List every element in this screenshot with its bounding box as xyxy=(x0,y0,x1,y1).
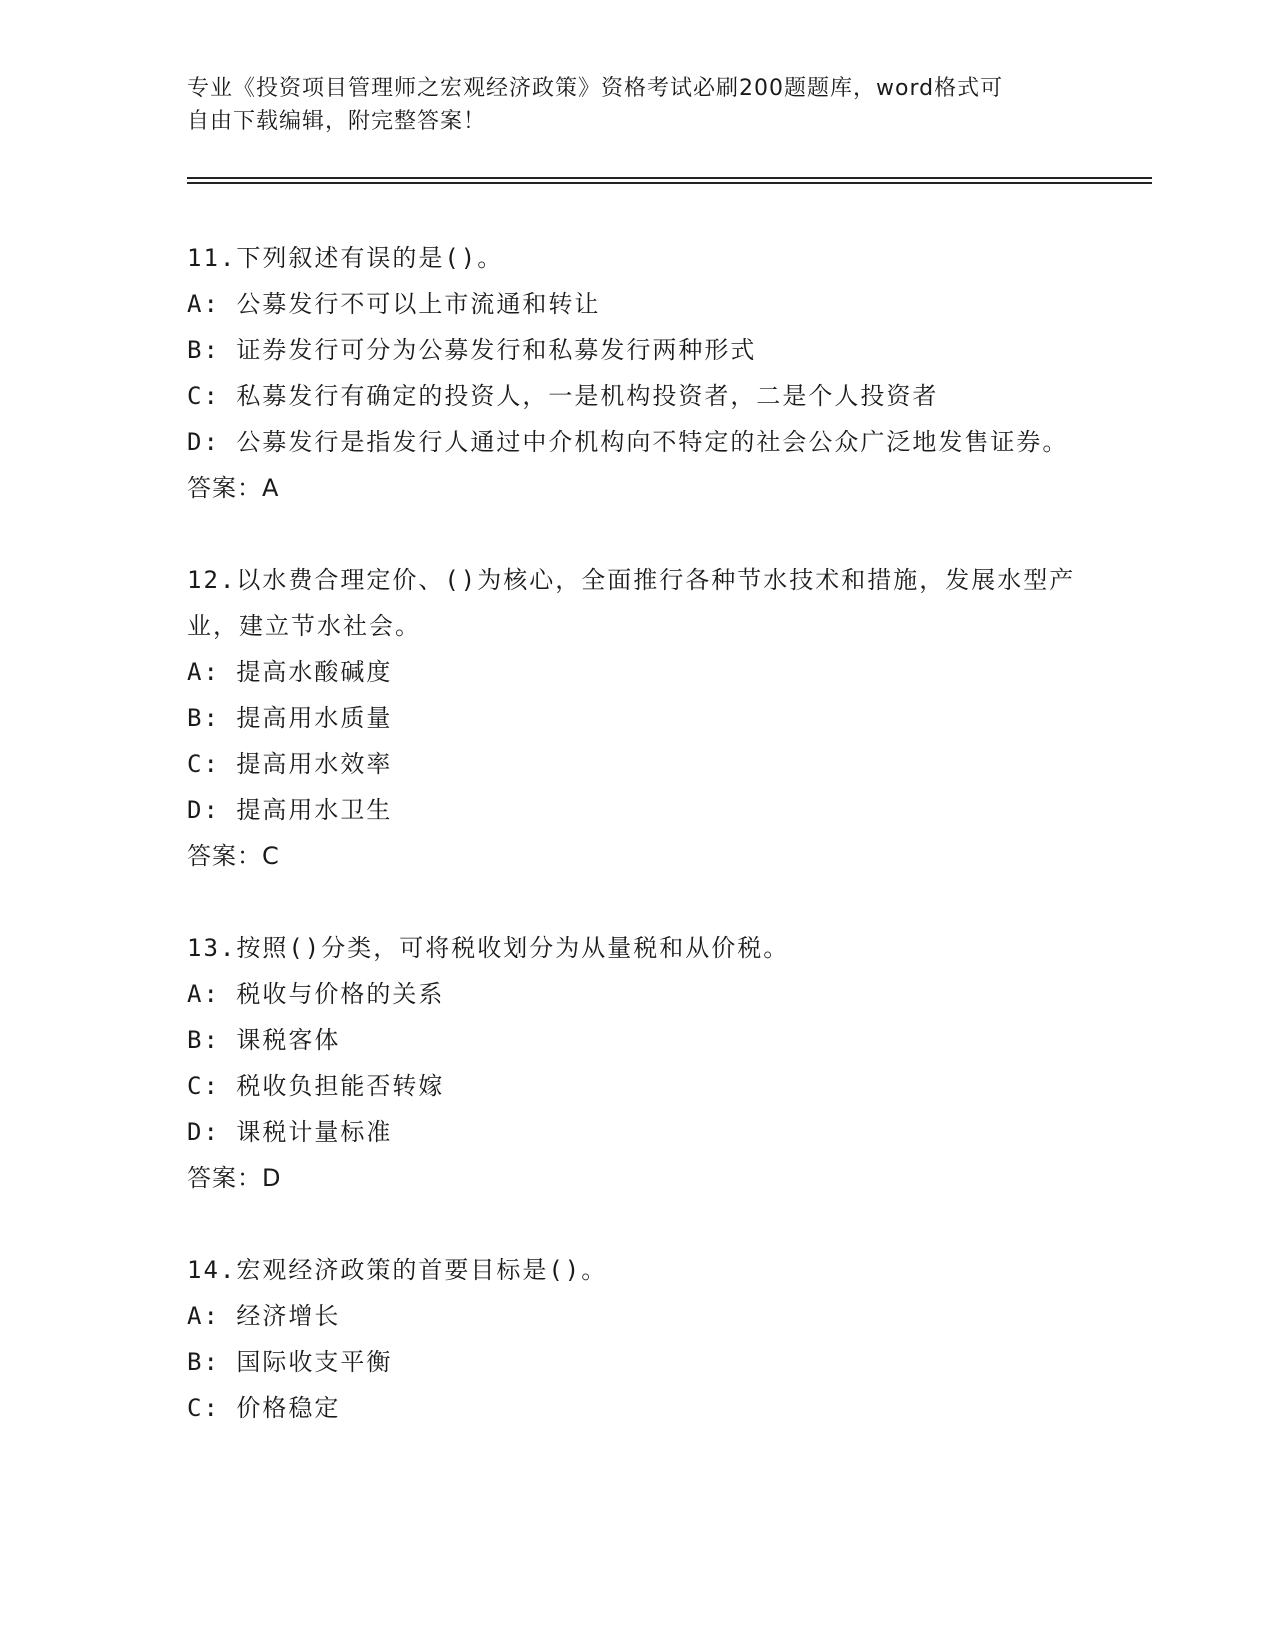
question-12 xyxy=(187,557,1087,879)
answer: 答案：D xyxy=(187,1164,282,1192)
header-intro-line-1: 专业《投资项目管理师之宏观经济政策》资格考试必刷200题题库，word格式可 xyxy=(187,76,1004,101)
question-stem: 11.下列叙述有误的是()。 xyxy=(187,244,504,272)
option-b: B: 课税客体 xyxy=(187,1026,341,1054)
question-13 xyxy=(187,925,1087,1201)
header-divider-top xyxy=(187,177,1152,179)
option-d: D: 课税计量标准 xyxy=(187,1118,393,1146)
option-a: A: 税收与价格的关系 xyxy=(187,980,445,1008)
answer: 答案：A xyxy=(187,474,280,502)
question-stem: 14.宏观经济政策的首要目标是()。 xyxy=(187,1256,608,1284)
option-b: B: 提高用水质量 xyxy=(187,704,393,732)
option-d: D: 提高用水卫生 xyxy=(187,796,393,824)
header-divider-bottom xyxy=(187,182,1152,184)
option-a: A: 公募发行不可以上市流通和转让 xyxy=(187,290,601,318)
question-list xyxy=(187,235,1087,1477)
question-stem: 13.按照()分类，可将税收划分为从量税和从价税。 xyxy=(187,934,790,962)
option-c: C: 提高用水效率 xyxy=(187,750,393,778)
option-d: D: 公募发行是指发行人通过中介机构向不特定的社会公众广泛地发售证券。 xyxy=(187,428,1069,456)
question-14 xyxy=(187,1247,1087,1431)
header-intro-line-2: 自由下载编辑，附完整答案！ xyxy=(187,109,487,134)
question-11 xyxy=(187,235,1087,511)
option-c: C: 私募发行有确定的投资人，一是机构投资者，二是个人投资者 xyxy=(187,382,939,410)
option-c: C: 价格稳定 xyxy=(187,1394,341,1422)
document-header xyxy=(187,72,1067,138)
answer: 答案：C xyxy=(187,842,280,870)
option-b: B: 证券发行可分为公募发行和私募发行两种形式 xyxy=(187,336,757,364)
option-b: B: 国际收支平衡 xyxy=(187,1348,393,1376)
option-a: A: 提高水酸碱度 xyxy=(187,658,393,686)
option-a: A: 经济增长 xyxy=(187,1302,341,1330)
option-c: C: 税收负担能否转嫁 xyxy=(187,1072,445,1100)
question-stem: 12.以水费合理定价、()为核心，全面推行各种节水技术和措施，发展水型产业，建立节水社会。 xyxy=(187,566,1076,640)
